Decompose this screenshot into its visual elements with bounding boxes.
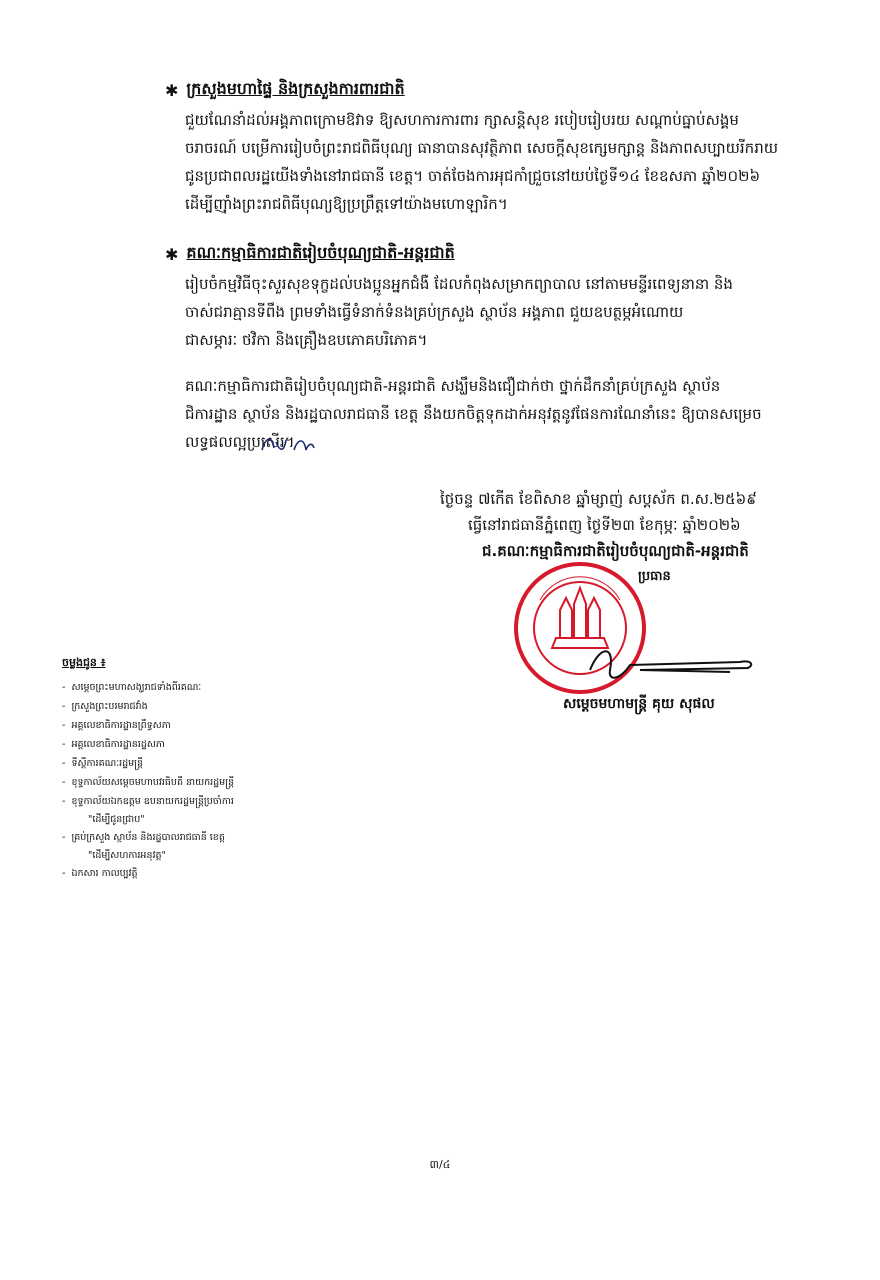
signature-icon — [580, 640, 760, 690]
copy-to-item — [62, 678, 462, 697]
copy-to-item-text: ក្រសួងព្រះបរមរាជវាំង — [71, 701, 148, 712]
paragraph-line: ចរាចរណ៍ បម្រើការរៀបចំព្រះរាជពិធីបុណ្យ ធានាបានសុវត្ថិភាព សេចក្តីសុខក្សេមក្សាន្ត និងភាពសប្បាយរីករាយ — [185, 139, 778, 157]
copy-to-item-text: គ្រប់ក្រសួង ស្ថាប័ន និងរដ្ឋបាលរាជធានី ខេត្ត — [71, 832, 225, 843]
list-dash: - — [62, 832, 66, 843]
list-dash: - — [62, 739, 66, 750]
section-title-2: គណៈកម្មាធិការជាតិរៀបចំបុណ្យជាតិ-អន្តរជាតិ — [186, 243, 455, 262]
copy-to-item — [62, 828, 462, 847]
copy-to-item-note: "ដើម្បីសហការអនុវត្ត" — [88, 850, 166, 861]
signer-name: សម្តេចមហាមន្ត្រី គុយ សុផល — [563, 696, 715, 712]
paragraph-line: ជួយណែនាំដល់អង្គភាពក្រោមឱវាទ ឱ្យសហការការពារ ក្សាសន្តិសុខ របៀបរៀបរយ សណ្តាប់ធ្នាប់សង្គម — [185, 111, 739, 129]
list-dash: - — [62, 758, 66, 769]
page-number: ៣/៤ — [429, 1158, 451, 1171]
signer-org-line: ជ.គណៈកម្មាធិការជាតិរៀបចំបុណ្យជាតិ-អន្តរជាតិ — [482, 542, 749, 560]
copy-to-item — [62, 735, 462, 754]
handwritten-initials-icon — [258, 432, 318, 456]
copy-to-item — [62, 754, 462, 773]
list-dash: - — [62, 777, 66, 788]
copy-to-item — [62, 697, 462, 716]
paragraph-line: ចាស់ជរាគ្មានទីពឹង ព្រមទាំងធ្វើទំនាក់ទំនងគ្រប់ក្រសួង ស្ថាប័ន អង្គភាព ជួយឧបត្ថម្ភអំណោយ — [185, 303, 684, 321]
copy-to-item — [62, 773, 462, 792]
paragraph-line: គណៈកម្មាធិការជាតិរៀបចំបុណ្យជាតិ-អន្តរជាតិ សង្ឃឹមនិងជឿជាក់ថា ថ្នាក់ដឹកនាំគ្រប់ក្រសួង ស្ថាប័ន — [185, 377, 721, 395]
section-paragraph-2 — [185, 270, 855, 354]
list-dash: - — [62, 701, 66, 712]
copy-to-item-text: អគ្គលេខាធិការដ្ឋានរដ្ឋសភា — [71, 739, 165, 750]
section-heading-1 — [165, 78, 405, 102]
copy-to-item-note: "ដើម្បីជូនជ្រាប" — [88, 814, 145, 825]
copy-to-item-text: ទីស្តីការគណៈរដ្ឋមន្ត្រី — [71, 758, 144, 769]
section-heading-2 — [165, 242, 455, 266]
copy-to-items — [62, 678, 462, 883]
paragraph-line: ជូនប្រជាពលរដ្ឋយើងទាំងនៅរាជធានី ខេត្ត។ ចាត់ចែងការអុជកាំជ្រួចនៅយប់ថ្ងៃទី១៤ ខែឧសភា ឆ្នាំ២០២៦ — [185, 167, 761, 185]
list-dash: - — [62, 796, 66, 807]
paragraph-line: រៀបចំកម្មវិធីចុះសួរសុខទុក្ខដល់បងប្អូនអ្នកជំងឺ ដែលកំពុងសម្រាកព្យាបាល នៅតាមមន្ទីរពេទ្យនានា និង — [185, 275, 733, 293]
copy-to-list — [62, 656, 462, 883]
copy-to-item-text: ខុទ្ទកាល័យសម្តេចមហាបវរធិបតី នាយករដ្ឋមន្ត្រី — [71, 777, 235, 788]
section-paragraph-1 — [185, 106, 855, 218]
bullet-star-icon: ✱ — [165, 80, 179, 100]
copy-to-item — [62, 792, 462, 811]
copy-to-title: ចម្លងជូន ៖ — [62, 656, 106, 669]
paragraph-line: លទ្ធផលល្អប្រសើរ។ — [185, 433, 295, 451]
list-dash: - — [62, 868, 66, 879]
copy-to-item-text: ឯកសារ កាលប្បវត្តិ — [71, 868, 138, 879]
copy-to-item-text: សម្តេចព្រះមហាសង្ឃរាជទាំងពីរគណៈ — [71, 682, 202, 693]
paragraph-line: ដើម្បីញ៉ាំងព្រះរាជពិធីបុណ្យឱ្យប្រព្រឹត្តទៅយ៉ាងមហោឡារិក។ — [185, 195, 508, 213]
solar-date-line: ធ្វើនៅរាជធានីភ្នំពេញ ថ្ងៃទី២៣ ខែកុម្ភៈ ឆ្នាំ២០២៦ — [468, 516, 741, 534]
paragraph-line: ជិការដ្ឋាន ស្ថាប័ន និងរដ្ឋបាលរាជធានី ខេត្ត នឹងយកចិត្តទុកដាក់អនុវត្តនូវផែនការណែនាំនេះ ឱ្យបានសម្រេច — [185, 405, 762, 423]
section-title-1: ក្រសួងមហាផ្ទៃ និងក្រសួងការពារជាតិ — [186, 79, 405, 98]
copy-to-item — [62, 864, 462, 883]
bullet-star-icon: ✱ — [165, 244, 179, 264]
paragraph-line: ជាសម្ភារៈ ថវិកា និងគ្រឿងឧបភោគបរិភោគ។ — [185, 331, 428, 349]
list-dash: - — [62, 720, 66, 731]
copy-to-item-text: ខុទ្ទកាល័យឯកឧត្តម ឧបនាយករដ្ឋមន្ត្រីប្រចាំការ — [71, 796, 234, 807]
copy-to-item — [62, 716, 462, 735]
list-dash: - — [62, 682, 66, 693]
lunar-date-line: ថ្ងៃចន្ទ ៧កើត ខែពិសាខ ឆ្នាំម្សាញ់ សប្តស័ក ព.ស.២៥៦៩ — [440, 490, 757, 508]
signer-role-line: ប្រធាន — [638, 569, 671, 584]
copy-to-item-text: អគ្គលេខាធិការដ្ឋានព្រឹទ្ធសភា — [71, 720, 171, 731]
